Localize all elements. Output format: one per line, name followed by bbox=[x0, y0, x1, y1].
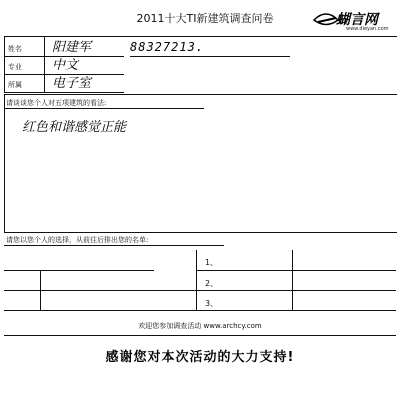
question1-answer[interactable]: 红色和谐感觉正能 bbox=[22, 120, 127, 135]
question1-prompt: 请谈谈您个人对五项建筑的看法: bbox=[6, 99, 107, 107]
question1-left-border bbox=[4, 95, 5, 232]
survey-title: 2011十大TI新建筑调查问卷 bbox=[136, 12, 274, 25]
rank-label-2: 2、 bbox=[205, 279, 219, 288]
rank-row2-line bbox=[4, 290, 396, 291]
major-label: 专业 bbox=[8, 63, 22, 71]
info-col-divider bbox=[44, 37, 45, 92]
header-divider bbox=[4, 36, 397, 37]
question1-underline bbox=[4, 108, 204, 109]
info-left-border bbox=[4, 37, 5, 92]
question2-underline bbox=[4, 245, 224, 246]
footer-url: 欢迎您参加调查活动 www.archcy.com bbox=[138, 322, 262, 330]
logo-text: 蝴言网 bbox=[336, 12, 378, 28]
major-value[interactable]: 中文 bbox=[52, 58, 79, 73]
brand-logo bbox=[312, 6, 394, 34]
school-label: 所属 bbox=[8, 81, 22, 89]
name-label: 姓名 bbox=[8, 45, 22, 53]
rank-label-1: 1、 bbox=[205, 258, 219, 267]
major-row-line bbox=[4, 74, 124, 75]
logo-url: www.dieyan.com bbox=[346, 26, 389, 32]
footer-divider bbox=[4, 335, 396, 336]
rank-col-divider bbox=[40, 270, 41, 310]
phone-value[interactable]: 88327213. bbox=[130, 40, 205, 54]
question1-top-rule bbox=[4, 94, 397, 95]
question2-prompt: 请您以您个人的选择，从前往后排出您的名单: bbox=[6, 236, 149, 244]
phone-row-line bbox=[130, 56, 290, 57]
name-row-line bbox=[4, 56, 124, 57]
rank-label-3: 3、 bbox=[205, 299, 219, 308]
school-row-line bbox=[4, 92, 124, 93]
thanks-message: 感谢您对本次活动的大力支持! bbox=[105, 350, 295, 365]
rank-row3-line bbox=[4, 310, 396, 311]
rank-box-right bbox=[292, 250, 293, 310]
school-value[interactable]: 电子室 bbox=[52, 76, 92, 91]
question1-bottom-rule bbox=[4, 232, 397, 233]
rank-box-left bbox=[196, 250, 197, 310]
name-value[interactable]: 阳建军 bbox=[52, 40, 92, 55]
rank-row1-line bbox=[196, 270, 396, 271]
rank-left-short bbox=[4, 270, 154, 271]
